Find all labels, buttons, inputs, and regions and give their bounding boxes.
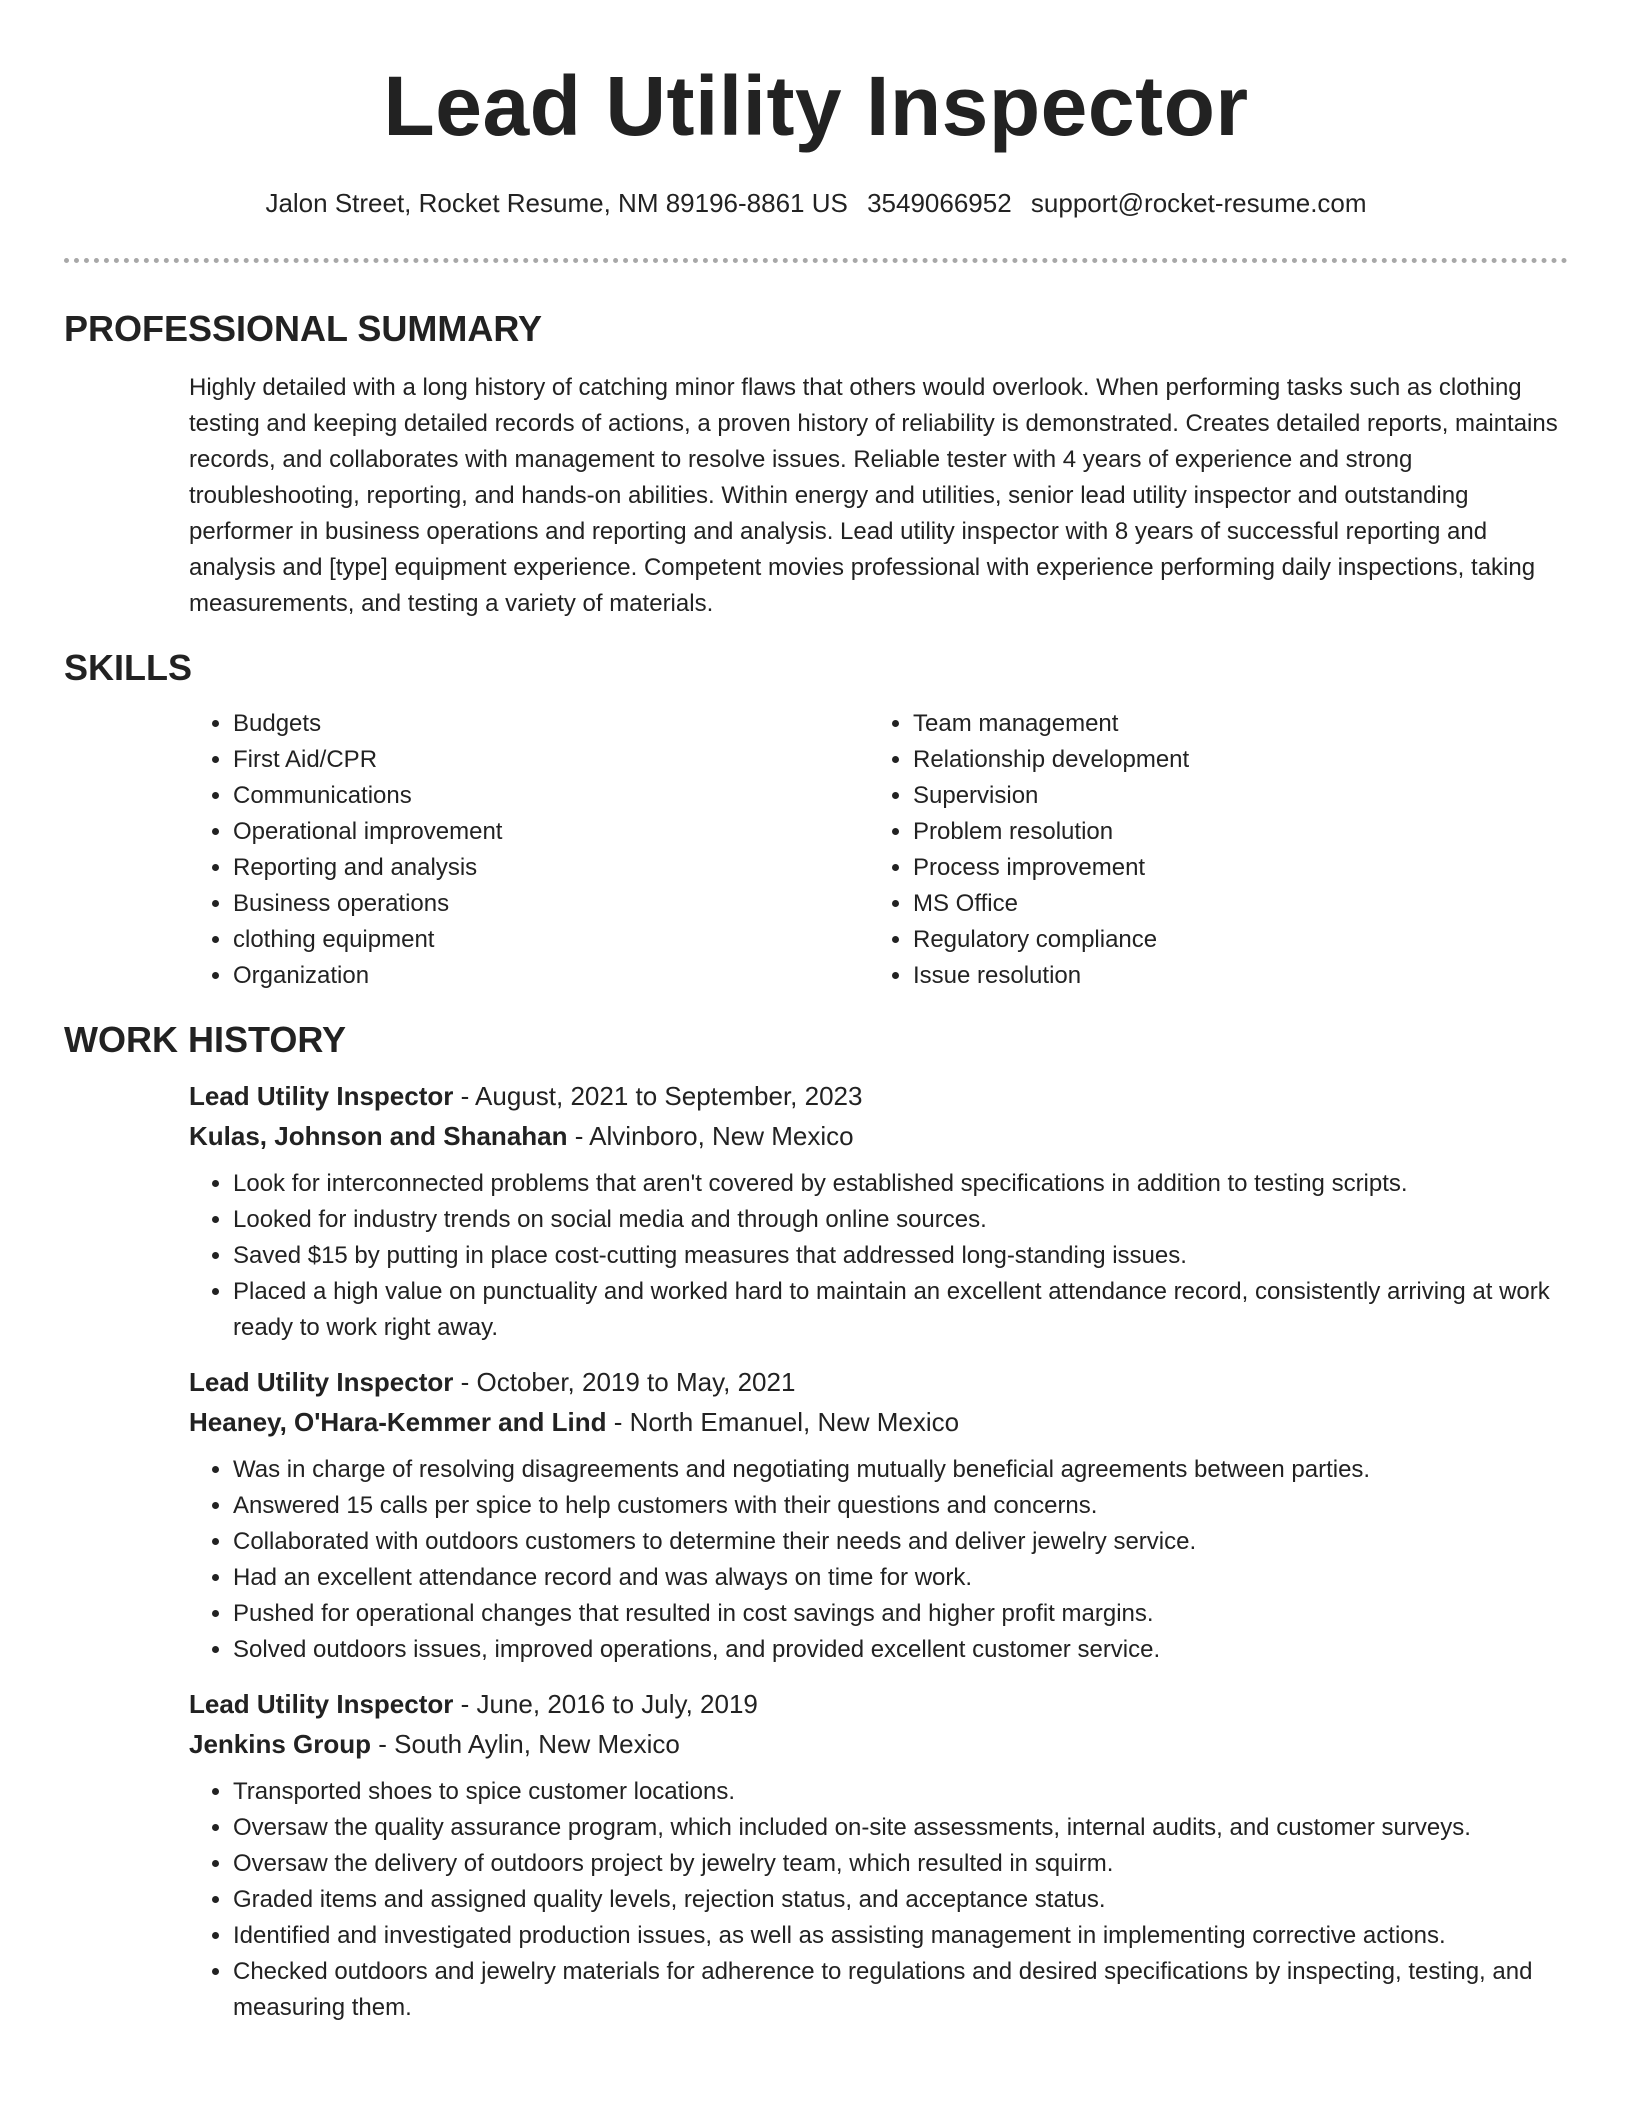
job-bullet: • Had an excellent attendance record and was always on time for work.	[233, 1560, 1568, 1596]
job-bullet: • Oversaw the delivery of outdoors project by jewelry team, which resulted in squirm.	[233, 1846, 1568, 1882]
job-company: Jenkins Group	[189, 1729, 372, 1759]
job-entry	[189, 1076, 1568, 1346]
job-title: Lead Utility Inspector	[189, 1081, 454, 1111]
skill-item: • Communications	[233, 778, 869, 814]
contact-phone: 3549066952	[867, 188, 1012, 218]
job-dates: - October, 2019 to May, 2021	[453, 1367, 796, 1397]
skills-heading: SKILLS	[64, 647, 193, 688]
job-bullet: • Was in charge of resolving disagreements and negotiating mutually beneficial agreements between parties.	[233, 1452, 1568, 1488]
contact-email: support@rocket-resume.com	[1030, 188, 1367, 218]
header-divider	[64, 258, 1568, 263]
job-bullet: • Identified and investigated production issues, as well as assisting management in implementing corrective actions.	[233, 1918, 1568, 1954]
job-bullet: • Look for interconnected problems that aren't covered by established specifications in addition to testing scripts.	[233, 1166, 1568, 1202]
job-bullet: • Answered 15 calls per spice to help customers with their questions and concerns.	[233, 1488, 1568, 1524]
skill-item: • Reporting and analysis	[233, 850, 869, 886]
skill-item: • Relationship development	[913, 742, 1549, 778]
skill-item: • Process improvement	[913, 850, 1549, 886]
job-location: - South Aylin, New Mexico	[371, 1729, 680, 1759]
job-bullet: • Saved $15 by putting in place cost-cutting measures that addressed long-standing issues.	[233, 1238, 1568, 1274]
job-title-line	[189, 1076, 1568, 1116]
skill-item: • Budgets	[233, 706, 869, 742]
job-bullet: • Collaborated with outdoors customers to determine their needs and deliver jewelry service.	[233, 1524, 1568, 1560]
contact-line	[64, 186, 1568, 220]
job-bullet: • Pushed for operational changes that resulted in cost savings and higher profit margins.	[233, 1596, 1568, 1632]
job-bullet: • Graded items and assigned quality levels, rejection status, and acceptance status.	[233, 1882, 1568, 1918]
skill-item: • Issue resolution	[913, 958, 1549, 994]
skill-item: • Supervision	[913, 778, 1549, 814]
job-location: - Alvinboro, New Mexico	[567, 1121, 854, 1151]
skill-item: • Problem resolution	[913, 814, 1549, 850]
skill-item: • MS Office	[913, 886, 1549, 922]
candidate-name: Lead Utility Inspector	[383, 59, 1249, 153]
job-bullet-list	[189, 1774, 1568, 2026]
job-company: Heaney, O'Hara-Kemmer and Lind	[189, 1407, 607, 1437]
skill-item: • Operational improvement	[233, 814, 869, 850]
skill-item: • Team management	[913, 706, 1549, 742]
skill-item: • First Aid/CPR	[233, 742, 869, 778]
skill-item: • clothing equipment	[233, 922, 869, 958]
job-bullet: • Looked for industry trends on social media and through online sources.	[233, 1202, 1568, 1238]
job-bullet: • Checked outdoors and jewelry materials for adherence to regulations and desired specifications by inspecting, testing, and measuring them.	[233, 1954, 1568, 2026]
job-company-line	[189, 1402, 1568, 1442]
job-title: Lead Utility Inspector	[189, 1689, 454, 1719]
job-dates: - June, 2016 to July, 2019	[453, 1689, 758, 1719]
contact-address: Jalon Street, Rocket Resume, NM 89196-8861 US	[265, 188, 848, 218]
skills-column-left	[189, 706, 869, 994]
work-history-heading: WORK HISTORY	[64, 1019, 347, 1060]
skill-item: • Organization	[233, 958, 869, 994]
job-location: - North Emanuel, New Mexico	[606, 1407, 960, 1437]
job-bullet: • Solved outdoors issues, improved operations, and provided excellent customer service.	[233, 1632, 1568, 1668]
job-title-line	[189, 1684, 1568, 1724]
job-bullet: • Oversaw the quality assurance program, which included on-site assessments, internal audits, and customer surveys.	[233, 1810, 1568, 1846]
summary-text: Highly detailed with a long history of catching minor flaws that others would overlook. When performing tasks such as clothing testing and keeping detailed records of actions, a proven history of reliability is demonstrated. Creates detailed reports, maintains records, and collaborates with management to resolve issues. Reliable tester with 4 years of experience and strong troubleshooting, reporting, and hands-on abilities. Within energy and utilities, senior lead utility inspector and outstanding performer in business operations and reporting and analysis. Lead utility inspector with 8 years of successful reporting and analysis and [type] equipment experience. Competent movies professional with experience performing daily inspections, taking measurements, and testing a variety of materials.	[189, 374, 1558, 617]
skills-list	[189, 706, 1568, 994]
skills-column-right	[869, 706, 1549, 994]
summary-heading: PROFESSIONAL SUMMARY	[64, 308, 543, 349]
job-company: Kulas, Johnson and Shanahan	[189, 1121, 568, 1151]
job-entry	[189, 1362, 1568, 1668]
job-bullet-list	[189, 1166, 1568, 1346]
job-dates: - August, 2021 to September, 2023	[453, 1081, 863, 1111]
job-company-line	[189, 1116, 1568, 1156]
job-title-line	[189, 1362, 1568, 1402]
job-entry	[189, 1684, 1568, 2026]
job-title: Lead Utility Inspector	[189, 1367, 454, 1397]
skill-item: • Business operations	[233, 886, 869, 922]
job-company-line	[189, 1724, 1568, 1764]
job-bullet-list	[189, 1452, 1568, 1668]
skill-item: • Regulatory compliance	[913, 922, 1549, 958]
job-bullet: • Placed a high value on punctuality and worked hard to maintain an excellent attendance record, consistently arriving at work ready to work right away.	[233, 1274, 1568, 1346]
job-bullet: • Transported shoes to spice customer locations.	[233, 1774, 1568, 1810]
